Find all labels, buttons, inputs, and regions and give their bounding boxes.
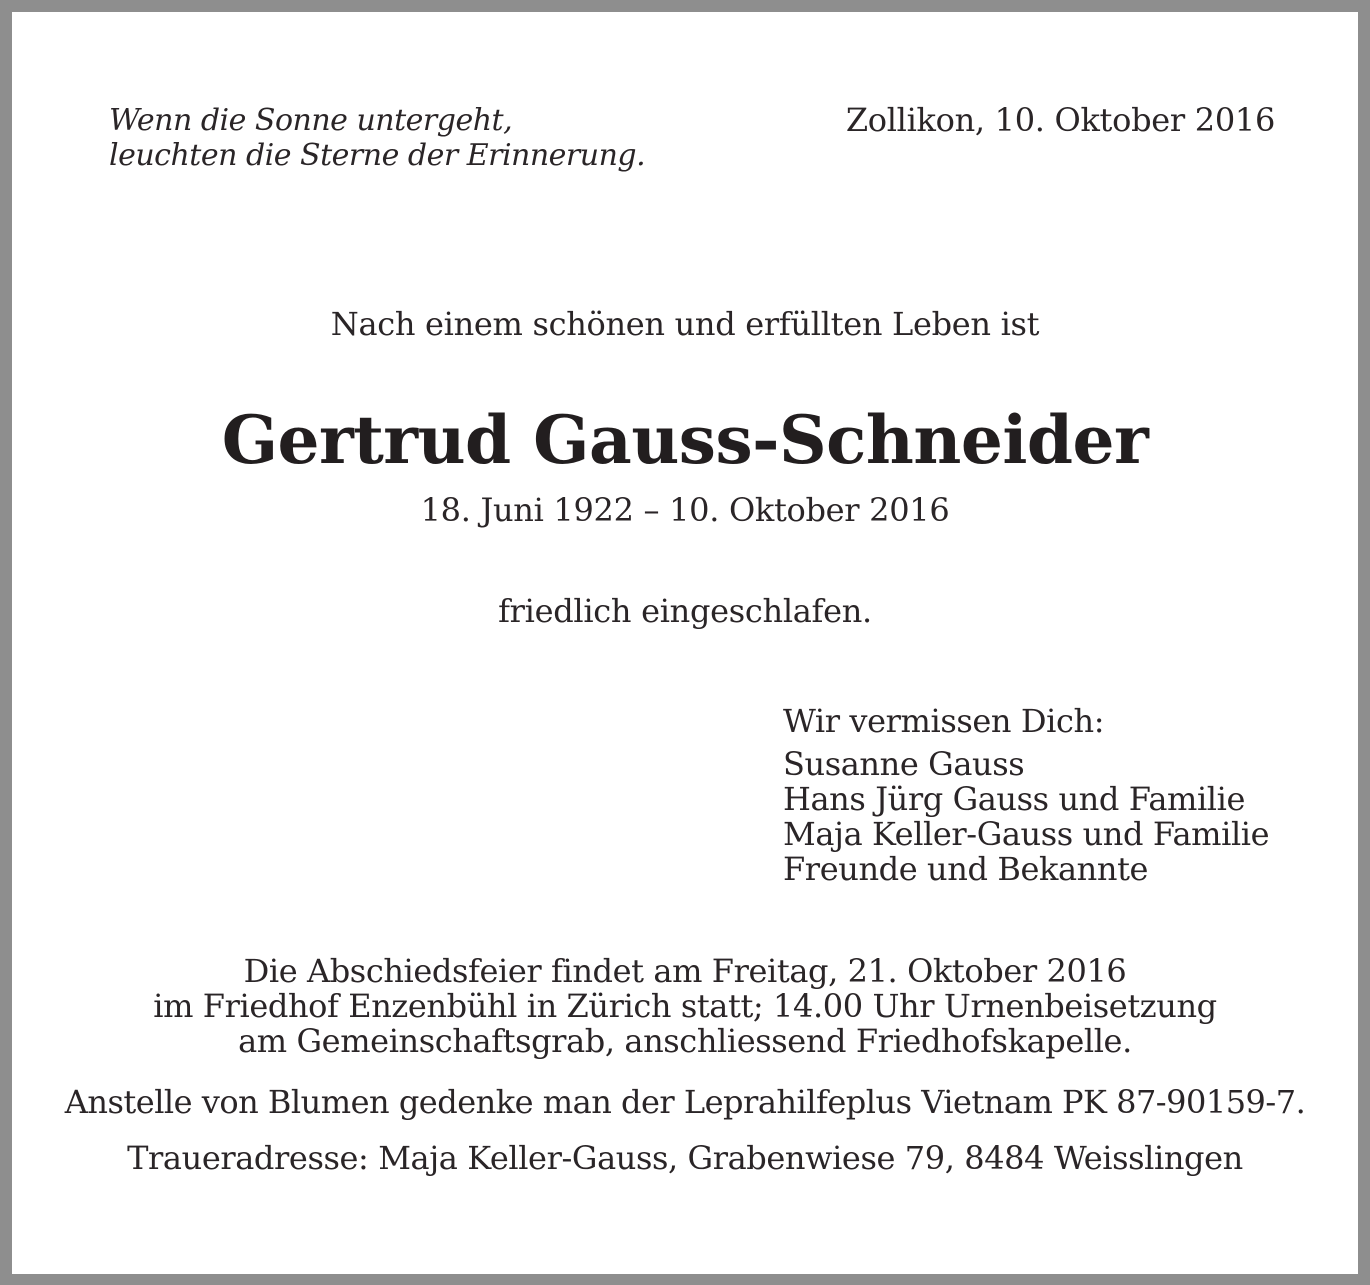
intro-text: Nach einem schönen und erfüllten Leben ist — [330, 305, 1040, 343]
mourner-name: Freunde und Bekannte — [783, 850, 1149, 888]
mourners-heading: Wir vermissen Dich: — [783, 702, 1105, 740]
mourner-name: Maja Keller-Gauss und Familie — [783, 815, 1270, 853]
motto-line: Wenn die Sonne untergeht, — [109, 103, 513, 138]
ceremony-line: am Gemeinschaftsgrab, anschliessend Friedhofskapelle. — [238, 1022, 1132, 1060]
mourner-name: Susanne Gauss — [783, 745, 1025, 783]
mourners-list — [783, 747, 1269, 887]
mourning-address: Traueradresse: Maja Keller-Gauss, Grabenwiese 79, 8484 Weisslingen — [127, 1139, 1243, 1177]
ceremony-line: im Friedhof Enzenbühl in Zürich statt; 14.00 Uhr Urnenbeisetzung — [153, 987, 1217, 1025]
place-and-date: Zollikon, 10. Oktober 2016 — [845, 101, 1275, 139]
life-dates: 18. Juni 1922 – 10. Oktober 2016 — [420, 491, 950, 529]
deceased-name: Gertrud Gauss-Schneider — [221, 401, 1149, 479]
motto-line: leuchten die Sterne der Erinnerung. — [109, 138, 646, 173]
motto-quote — [109, 103, 645, 173]
ceremony-line: Die Abschiedsfeier findet am Freitag, 21. Oktober 2016 — [243, 952, 1127, 990]
donation-note: Anstelle von Blumen gedenke man der Leprahilfeplus Vietnam PK 87-90159-7. — [64, 1083, 1306, 1121]
ceremony-details — [12, 954, 1358, 1059]
mourner-name: Hans Jürg Gauss und Familie — [783, 780, 1246, 818]
passing-phrase: friedlich eingeschlafen. — [498, 592, 872, 630]
mourners-block — [783, 701, 1269, 887]
